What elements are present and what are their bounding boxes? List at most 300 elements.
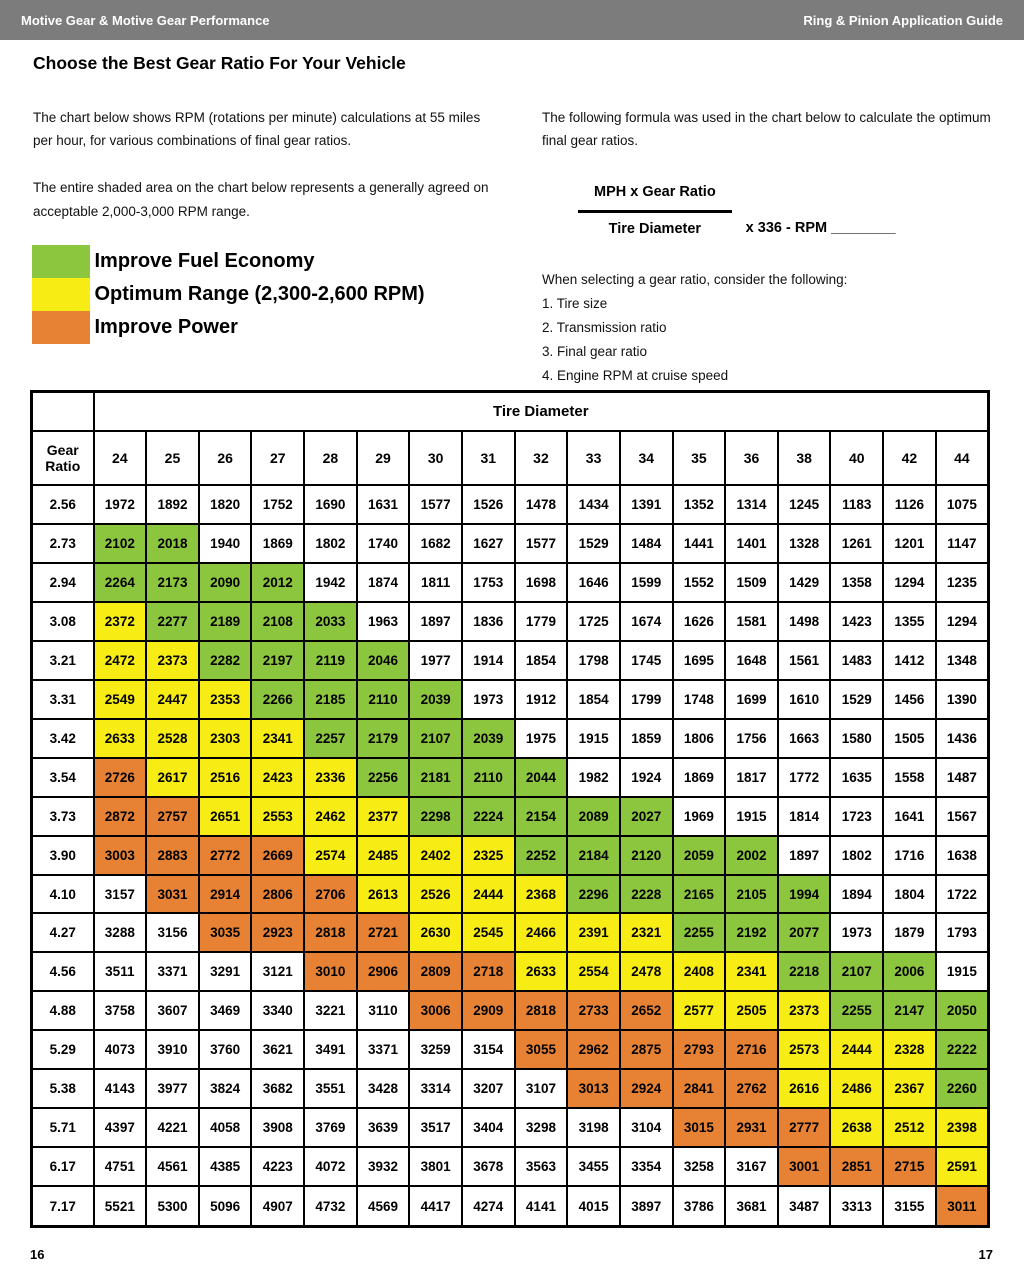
rpm-cell: 3786 [673, 1186, 726, 1226]
consideration-item: 2. Transmission ratio [542, 320, 667, 336]
rpm-cell: 1869 [251, 524, 304, 563]
rpm-cell: 1626 [673, 602, 726, 641]
rpm-cell: 2147 [883, 991, 936, 1030]
rpm-cell: 2050 [936, 991, 989, 1030]
rpm-cell: 2165 [673, 875, 726, 914]
gear-ratio-cell: 2.56 [32, 485, 94, 524]
page-number-right: 17 [978, 1247, 993, 1262]
rpm-cell: 2923 [251, 913, 304, 952]
rpm-cell: 2185 [304, 680, 357, 719]
table-row [32, 758, 989, 797]
rpm-cell: 3469 [199, 991, 252, 1030]
rpm-cell: 1352 [673, 485, 726, 524]
rpm-cell: 1567 [936, 797, 989, 836]
rpm-cell: 3167 [725, 1147, 778, 1186]
rpm-cell: 1484 [620, 524, 673, 563]
rpm-cell: 2336 [304, 758, 357, 797]
table-corner-cell [32, 392, 94, 432]
rpm-cell: 2806 [251, 875, 304, 914]
tire-diameter-column-header: 31 [462, 431, 515, 485]
rpm-cell: 1401 [725, 524, 778, 563]
rpm-cell: 1879 [883, 913, 936, 952]
table-row [32, 563, 989, 602]
tire-diameter-column-header: 38 [778, 431, 831, 485]
rpm-cell: 2173 [146, 563, 199, 602]
rpm-cell: 3288 [94, 913, 147, 952]
gear-ratio-cell: 3.21 [32, 641, 94, 680]
rpm-cell: 4907 [251, 1186, 304, 1226]
rpm-cell: 5300 [146, 1186, 199, 1226]
rpm-cell: 1811 [409, 563, 462, 602]
rpm-cell: 2368 [515, 875, 568, 914]
rpm-cell: 4274 [462, 1186, 515, 1226]
rpm-cell: 4058 [199, 1108, 252, 1147]
rpm-cell: 1441 [673, 524, 726, 563]
rpm-cell: 2577 [673, 991, 726, 1030]
rpm-cell: 2809 [409, 952, 462, 991]
rpm-cell: 1245 [778, 485, 831, 524]
rpm-cell: 3107 [515, 1069, 568, 1108]
rpm-cell: 1698 [515, 563, 568, 602]
rpm-cell: 2447 [146, 680, 199, 719]
rpm-cell: 1915 [936, 952, 989, 991]
gear-ratio-cell: 2.94 [32, 563, 94, 602]
intro-column [33, 106, 495, 247]
rpm-cell: 1915 [567, 719, 620, 758]
rpm-cell: 1817 [725, 758, 778, 797]
rpm-table [30, 390, 990, 1228]
rpm-cell: 3291 [199, 952, 252, 991]
rpm-cell: 3824 [199, 1069, 252, 1108]
gear-ratio-cell: 3.08 [32, 602, 94, 641]
table-row [32, 524, 989, 563]
rpm-cell: 2264 [94, 563, 147, 602]
rpm-cell: 1429 [778, 563, 831, 602]
table-row [32, 641, 989, 680]
rpm-cell: 3340 [251, 991, 304, 1030]
rpm-cell: 1581 [725, 602, 778, 641]
rpm-cell: 2255 [830, 991, 883, 1030]
rpm-cell: 1820 [199, 485, 252, 524]
rpm-cell: 1314 [725, 485, 778, 524]
rpm-cell: 3428 [357, 1069, 410, 1108]
table-row [32, 797, 989, 836]
gear-ratio-cell: 4.27 [32, 913, 94, 952]
rpm-cell: 2777 [778, 1108, 831, 1147]
rpm-cell: 5521 [94, 1186, 147, 1226]
rpm-cell: 4385 [199, 1147, 252, 1186]
rpm-cell: 2762 [725, 1069, 778, 1108]
tire-diameter-column-header: 30 [409, 431, 462, 485]
rpm-cell: 1779 [515, 602, 568, 641]
rpm-cell: 1892 [146, 485, 199, 524]
rpm-cell: 3801 [409, 1147, 462, 1186]
rpm-cell: 1806 [673, 719, 726, 758]
rpm-cell: 2325 [462, 836, 515, 875]
rpm-cell: 2718 [462, 952, 515, 991]
rpm-cell: 3908 [251, 1108, 304, 1147]
rpm-cell: 2613 [357, 875, 410, 914]
table-row [32, 602, 989, 641]
rpm-cell: 2027 [620, 797, 673, 836]
rpm-cell: 1802 [304, 524, 357, 563]
tire-diameter-column-header: 36 [725, 431, 778, 485]
rpm-cell: 2222 [936, 1030, 989, 1069]
rpm-cell: 2228 [620, 875, 673, 914]
rpm-cell: 2377 [357, 797, 410, 836]
legend-item [32, 278, 425, 311]
gear-ratio-cell: 3.42 [32, 719, 94, 758]
tire-diameter-column-header: 34 [620, 431, 673, 485]
rpm-cell: 2402 [409, 836, 462, 875]
brand-title: Motive Gear & Motive Gear Performance [21, 12, 270, 28]
rpm-cell: 1552 [673, 563, 726, 602]
rpm-cell: 3015 [673, 1108, 726, 1147]
rpm-cell: 4015 [567, 1186, 620, 1226]
rpm-cell: 1854 [567, 680, 620, 719]
rpm-cell: 2516 [199, 758, 252, 797]
rpm-cell: 2006 [883, 952, 936, 991]
rpm-cell: 2341 [251, 719, 304, 758]
rpm-cell: 1487 [936, 758, 989, 797]
gear-ratio-cell: 4.88 [32, 991, 94, 1030]
rpm-cell: 1912 [515, 680, 568, 719]
rpm-cell: 2044 [515, 758, 568, 797]
rpm-cell: 3607 [146, 991, 199, 1030]
rpm-cell: 1745 [620, 641, 673, 680]
table-row [32, 1147, 989, 1186]
rpm-cell: 1577 [515, 524, 568, 563]
rpm-cell: 2485 [357, 836, 410, 875]
rpm-cell: 2669 [251, 836, 304, 875]
rpm-cell: 1075 [936, 485, 989, 524]
rpm-cell: 1924 [620, 758, 673, 797]
rpm-cell: 3455 [567, 1147, 620, 1186]
table-row [32, 1108, 989, 1147]
gear-ratio-cell: 3.31 [32, 680, 94, 719]
legend-item [32, 311, 425, 344]
rpm-cell: 2282 [199, 641, 252, 680]
rpm-cell: 4417 [409, 1186, 462, 1226]
rpm-cell: 2260 [936, 1069, 989, 1108]
rpm-cell: 1663 [778, 719, 831, 758]
rpm-cell: 2298 [409, 797, 462, 836]
rpm-cell: 1412 [883, 641, 936, 680]
rpm-cell: 3154 [462, 1030, 515, 1069]
rpm-cell: 4143 [94, 1069, 147, 1108]
rpm-cell: 2875 [620, 1030, 673, 1069]
rpm-cell: 3621 [251, 1030, 304, 1069]
page-title: Choose the Best Gear Ratio For Your Vehicle [33, 53, 406, 73]
rpm-cell: 1390 [936, 680, 989, 719]
rpm-cell: 1498 [778, 602, 831, 641]
rpm-cell: 3157 [94, 875, 147, 914]
rpm-cell: 2757 [146, 797, 199, 836]
rpm-cell: 2002 [725, 836, 778, 875]
rpm-cell: 2962 [567, 1030, 620, 1069]
rpm-cell: 1915 [725, 797, 778, 836]
rpm-cell: 3354 [620, 1147, 673, 1186]
table-row [32, 1030, 989, 1069]
rpm-cell: 3110 [357, 991, 410, 1030]
rpm-cell: 3932 [357, 1147, 410, 1186]
formula-fraction [578, 180, 732, 242]
legend-label: Optimum Range (2,300-2,600 RPM) [94, 283, 425, 305]
table-row [32, 719, 989, 758]
guide-title: Ring & Pinion Application Guide [803, 12, 1003, 28]
consideration-item: 4. Engine RPM at cruise speed [542, 368, 729, 384]
rpm-cell: 2077 [778, 913, 831, 952]
rpm-cell: 2553 [251, 797, 304, 836]
rpm-cell: 2883 [146, 836, 199, 875]
rpm-cell: 1752 [251, 485, 304, 524]
rpm-cell: 1940 [199, 524, 252, 563]
rpm-cell: 3259 [409, 1030, 462, 1069]
rpm-cell: 3897 [620, 1186, 673, 1226]
rpm-cell: 2039 [462, 719, 515, 758]
rpm-cell: 2721 [357, 913, 410, 952]
gear-ratio-cell: 2.73 [32, 524, 94, 563]
rpm-cell: 2341 [725, 952, 778, 991]
rpm-cell: 2638 [830, 1108, 883, 1147]
tire-diameter-column-header: 29 [357, 431, 410, 485]
rpm-cell: 1261 [830, 524, 883, 563]
rpm-cell: 2184 [567, 836, 620, 875]
legend-color-swatch [32, 311, 90, 344]
rpm-cell: 3207 [462, 1069, 515, 1108]
rpm-cell: 2255 [673, 913, 726, 952]
rpm-cell: 2059 [673, 836, 726, 875]
rpm-cell: 1793 [936, 913, 989, 952]
rpm-cell: 1972 [94, 485, 147, 524]
rpm-cell: 2110 [357, 680, 410, 719]
rpm-cell: 2462 [304, 797, 357, 836]
gear-ratio-cell: 3.90 [32, 836, 94, 875]
rpm-cell: 1973 [830, 913, 883, 952]
rpm-cell: 2505 [725, 991, 778, 1030]
rpm-cell: 1716 [883, 836, 936, 875]
rpm-cell: 3639 [357, 1108, 410, 1147]
rpm-cell: 3487 [778, 1186, 831, 1226]
rpm-cell: 1483 [830, 641, 883, 680]
rpm-cell: 2018 [146, 524, 199, 563]
rpm-cell: 2528 [146, 719, 199, 758]
formula-denominator: Tire Diameter [608, 221, 702, 238]
rpm-cell: 2486 [830, 1069, 883, 1108]
table-row [32, 991, 989, 1030]
rpm-cell: 1772 [778, 758, 831, 797]
rpm-cell: 2444 [830, 1030, 883, 1069]
rpm-cell: 2466 [515, 913, 568, 952]
rpm-cell: 2398 [936, 1108, 989, 1147]
rpm-cell: 1994 [778, 875, 831, 914]
rpm-cell: 2909 [462, 991, 515, 1030]
gear-ratio-cell: 5.29 [32, 1030, 94, 1069]
rpm-cell: 2373 [146, 641, 199, 680]
rpm-cell: 3910 [146, 1030, 199, 1069]
top-header-bar [0, 0, 1024, 40]
rpm-cell: 1235 [936, 563, 989, 602]
rpm-cell: 2651 [199, 797, 252, 836]
page-number-left: 16 [30, 1247, 45, 1262]
rpm-cell: 2633 [515, 952, 568, 991]
rpm-cell: 1942 [304, 563, 357, 602]
rpm-cell: 1599 [620, 563, 673, 602]
legend-label: Improve Power [94, 316, 238, 338]
rpm-cell: 4732 [304, 1186, 357, 1226]
rpm-cell: 2652 [620, 991, 673, 1030]
rpm-cell: 3010 [304, 952, 357, 991]
rpm-cell: 2574 [304, 836, 357, 875]
table-row [32, 836, 989, 875]
consideration-item: 3. Final gear ratio [542, 344, 648, 360]
gear-ratio-cell: 5.71 [32, 1108, 94, 1147]
rpm-cell: 2321 [620, 913, 673, 952]
rpm-cell: 2090 [199, 563, 252, 602]
rpm-cell: 2033 [304, 602, 357, 641]
legend-item [32, 245, 425, 278]
rpm-cell: 1799 [620, 680, 673, 719]
rpm-cell: 2630 [409, 913, 462, 952]
rpm-cell: 2189 [199, 602, 252, 641]
rpm-cell: 4072 [304, 1147, 357, 1186]
rpm-cell: 2266 [251, 680, 304, 719]
rpm-cell: 3156 [146, 913, 199, 952]
rpm-cell: 1627 [462, 524, 515, 563]
rpm-cell: 2120 [620, 836, 673, 875]
rpm-cell: 1699 [725, 680, 778, 719]
rpm-cell: 1690 [304, 485, 357, 524]
rpm-cell: 5096 [199, 1186, 252, 1226]
rpm-cell: 3551 [304, 1069, 357, 1108]
rpm-cell: 3003 [94, 836, 147, 875]
rpm-cell: 1914 [462, 641, 515, 680]
rpm-cell: 3404 [462, 1108, 515, 1147]
rpm-cell: 1529 [567, 524, 620, 563]
rpm-cell: 2039 [409, 680, 462, 719]
rpm-cell: 1638 [936, 836, 989, 875]
rpm-cell: 1147 [936, 524, 989, 563]
rpm-cell: 1753 [462, 563, 515, 602]
tire-diameter-column-header: 25 [146, 431, 199, 485]
gear-ratio-cell: 3.73 [32, 797, 94, 836]
rpm-cell: 1505 [883, 719, 936, 758]
rpm-cell: 3517 [409, 1108, 462, 1147]
table-row [32, 1069, 989, 1108]
rpm-cell: 1126 [883, 485, 936, 524]
rpm-cell: 3563 [515, 1147, 568, 1186]
rpm-cell: 1973 [462, 680, 515, 719]
rpm-cell: 1977 [409, 641, 462, 680]
rpm-cell: 2706 [304, 875, 357, 914]
rpm-cell: 2851 [830, 1147, 883, 1186]
formula-numerator: MPH x Gear Ratio [578, 180, 732, 213]
rpm-cell: 2367 [883, 1069, 936, 1108]
rpm-cell: 2793 [673, 1030, 726, 1069]
legend-color-swatch [32, 278, 90, 311]
considerations-list [542, 268, 994, 388]
rpm-cell: 1526 [462, 485, 515, 524]
rpm-cell: 3681 [725, 1186, 778, 1226]
rpm-cell: 1436 [936, 719, 989, 758]
consideration-item: 1. Tire size [542, 296, 608, 312]
rpm-cell: 3511 [94, 952, 147, 991]
rpm-cell: 1975 [515, 719, 568, 758]
rpm-cell: 3198 [567, 1108, 620, 1147]
color-legend [32, 245, 425, 344]
rpm-cell: 1631 [357, 485, 410, 524]
rpm-cell: 1722 [936, 875, 989, 914]
rpm-cell: 1869 [673, 758, 726, 797]
rpm-cell: 2107 [409, 719, 462, 758]
rpm-cell: 2119 [304, 641, 357, 680]
rpm-cell: 1355 [883, 602, 936, 641]
rpm-cell: 2353 [199, 680, 252, 719]
rpm-cell: 3121 [251, 952, 304, 991]
rpm-cell: 2110 [462, 758, 515, 797]
rpm-cell: 2372 [94, 602, 147, 641]
rpm-cell: 2373 [778, 991, 831, 1030]
formula [578, 180, 994, 242]
rpm-cell: 2105 [725, 875, 778, 914]
rpm-cell: 4397 [94, 1108, 147, 1147]
rpm-cell: 2108 [251, 602, 304, 641]
rpm-cell: 2444 [462, 875, 515, 914]
rpm-cell: 1756 [725, 719, 778, 758]
rpm-cell: 4073 [94, 1030, 147, 1069]
rpm-cell: 3104 [620, 1108, 673, 1147]
formula-suffix: x 336 - RPM ________ [745, 220, 896, 237]
rpm-cell: 1423 [830, 602, 883, 641]
rpm-cell: 4561 [146, 1147, 199, 1186]
tire-diameter-column-header: 28 [304, 431, 357, 485]
rpm-cell: 1982 [567, 758, 620, 797]
rpm-cell: 1529 [830, 680, 883, 719]
rpm-cell: 2549 [94, 680, 147, 719]
rpm-cell: 2181 [409, 758, 462, 797]
rpm-cell: 2726 [94, 758, 147, 797]
table-row [32, 952, 989, 991]
formula-column [542, 106, 994, 388]
gear-ratio-cell: 4.56 [32, 952, 94, 991]
rpm-cell: 3314 [409, 1069, 462, 1108]
rpm-cell: 2733 [567, 991, 620, 1030]
rpm-cell: 2526 [409, 875, 462, 914]
table-row [32, 485, 989, 524]
rpm-cell: 2478 [620, 952, 673, 991]
gear-ratio-cell: 6.17 [32, 1147, 94, 1186]
rpm-cell: 2296 [567, 875, 620, 914]
rpm-cell: 2256 [357, 758, 410, 797]
rpm-cell: 4751 [94, 1147, 147, 1186]
rpm-cell: 1682 [409, 524, 462, 563]
rpm-cell: 2841 [673, 1069, 726, 1108]
rpm-cell: 1294 [936, 602, 989, 641]
rpm-cell: 2252 [515, 836, 568, 875]
rpm-cell: 2772 [199, 836, 252, 875]
rpm-cell: 2154 [515, 797, 568, 836]
rpm-cell: 2107 [830, 952, 883, 991]
rpm-cell: 3491 [304, 1030, 357, 1069]
table-row [32, 913, 989, 952]
rpm-cell: 2715 [883, 1147, 936, 1186]
rpm-cell: 2716 [725, 1030, 778, 1069]
rpm-cell: 1894 [830, 875, 883, 914]
tire-diameter-column-header: 27 [251, 431, 304, 485]
rpm-cell: 2591 [936, 1147, 989, 1186]
tire-diameter-column-header: 24 [94, 431, 147, 485]
rpm-cell: 2545 [462, 913, 515, 952]
